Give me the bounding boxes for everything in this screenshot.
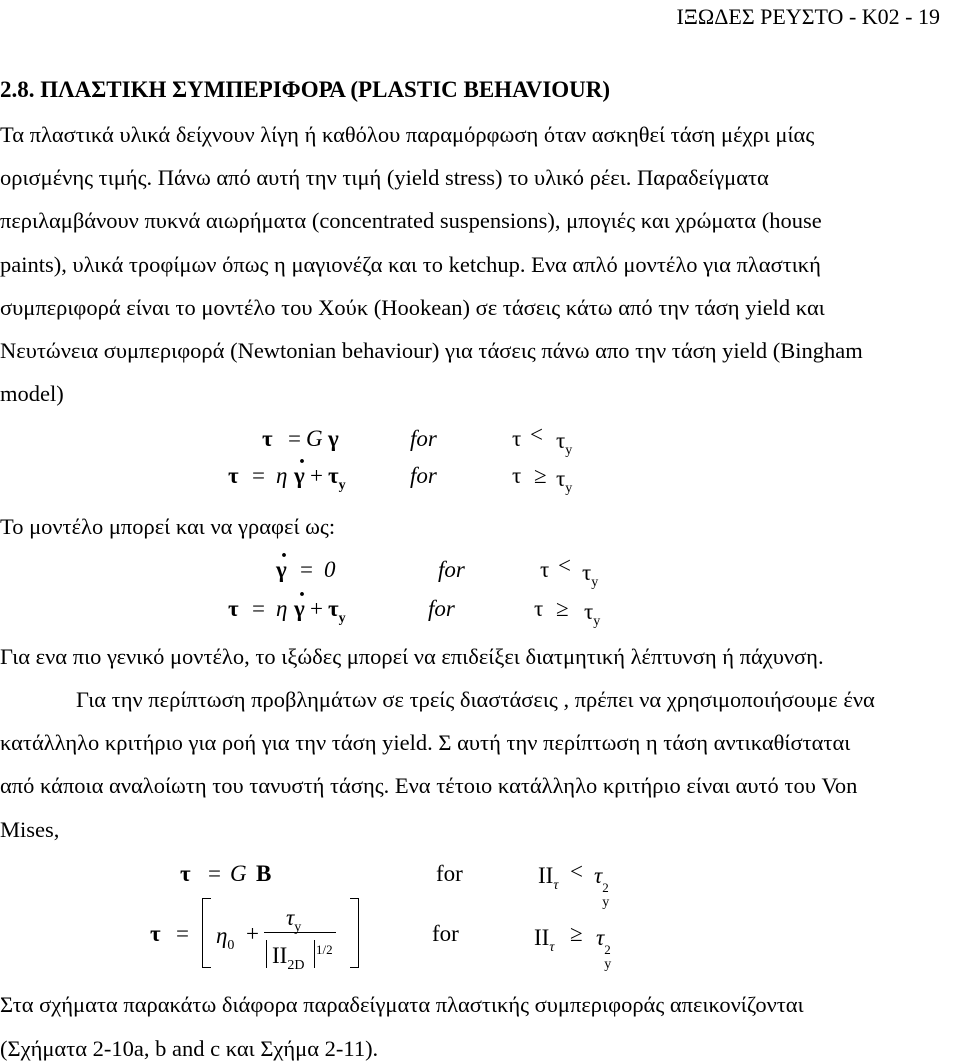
eq-gamma: γ	[328, 426, 339, 451]
eq-second-invariant: $II_\tau$	[534, 925, 555, 955]
paragraph-line: Νευτώνεια συμπεριφορά (Newtonian behaviour) για τάσεις πάνω απο την τάση yield (Bingham	[0, 338, 863, 363]
eq-plus: +	[310, 463, 323, 488]
eq-gamma-dot: · γ	[276, 556, 287, 584]
eq-equals: =	[176, 921, 189, 946]
page-header: ΙΞΩΔΕΣ ΡΕΥΣΤΟ - Κ02 - 19	[676, 4, 940, 29]
paragraph-line: Για ενα πιο γενικό μοντέλο, το ιξώδες μπορεί να επιδείξει διατμητική λέπτυνση ή πάχυνση.	[0, 644, 824, 669]
eq-for: for	[410, 426, 437, 451]
eq-g: G	[230, 861, 247, 886]
eq-plus: +	[246, 921, 259, 946]
eq-g: G	[306, 426, 323, 451]
eq-tau: τ	[180, 861, 191, 886]
fraction-exponent: 1/2	[316, 942, 333, 957]
paragraph-line: περιλαμβάνουν πυκνά αιωρήματα (concentrated suspensions), μπογιές και χρώματα (house	[0, 208, 822, 233]
eq-plus: +	[310, 596, 323, 621]
eq-equals: =	[252, 463, 265, 488]
eq-greater-equal: ≥	[556, 596, 569, 621]
paragraph-line: Το μοντέλο μπορεί και να γραφεί ως:	[0, 514, 336, 539]
eq-tau-y: $\tau_y$	[328, 463, 346, 493]
eq-less-than: <	[570, 859, 583, 884]
eq-for: for	[428, 596, 455, 621]
eq-cond-tau: τ	[512, 426, 522, 451]
paragraph-line: Για την περίπτωση προβλημάτων σε τρείς διαστάσεις , πρέπει να χρησιμοποιήσουμε ένα	[76, 687, 875, 712]
eq-cond-tau: τ	[540, 557, 550, 582]
eq-equals: =	[208, 861, 221, 886]
left-bracket	[202, 898, 211, 968]
eq-cond-tau-y: $\tau_y$	[556, 428, 573, 458]
eq-tau-y-squared: τ 2 y	[596, 925, 612, 972]
eq-gamma-dot: · γ	[294, 462, 305, 490]
eq-b: B	[256, 861, 272, 886]
eq-greater-equal: ≥	[534, 463, 547, 488]
eq-eta: η	[276, 463, 288, 488]
eq-tau-y: $\tau_y$	[328, 596, 346, 626]
abs-bar-right	[314, 940, 315, 968]
eq-eta: η	[276, 596, 288, 621]
eq-greater-equal: ≥	[570, 921, 583, 946]
paragraph-line: Mises,	[0, 817, 60, 842]
eq-equals: =	[288, 426, 301, 451]
paragraph-line: συμπεριφορά είναι το μοντέλο του Χούκ (Hookean) σε τάσεις κάτω από την τάση yield και	[0, 295, 825, 320]
fraction-denominator: $II_{2D}$	[272, 943, 305, 973]
paragraph-line: ορισμένης τιμής. Πάνω από αυτή την τιμή (yield stress) το υλικό ρέει. Παραδείγματα	[0, 165, 769, 190]
eq-tau-y-squared: τ 2 y	[594, 863, 610, 910]
abs-bar-left	[266, 940, 267, 968]
section-title: 2.8. ΠΛΑΣΤΙΚΗ ΣΥΜΠΕΡΙΦΟΡΑ (PLASTIC BEHAVIOUR)	[0, 77, 611, 102]
eq-gamma-dot: · γ	[294, 595, 305, 623]
eq-second-invariant: $II_\tau$	[538, 863, 559, 893]
paragraph-line: Τα πλαστικά υλικά δείχνουν λίγη ή καθόλου παραμόρφωση όταν ασκηθεί τάση μέχρι μίας	[0, 122, 815, 147]
eq-tau: τ	[262, 426, 273, 451]
eq-for: for	[436, 861, 463, 886]
eq-for: for	[432, 921, 459, 946]
eq-equals: =	[252, 596, 265, 621]
eq-eta-0: $\eta_0$	[216, 923, 235, 953]
eq-less-than: <	[530, 422, 543, 447]
right-bracket	[350, 898, 359, 968]
paragraph-line: (Σχήματα 2-10a, b and c και Σχήμα 2-11).	[0, 1036, 379, 1061]
eq-for: for	[438, 557, 465, 582]
eq-cond-tau: τ	[534, 596, 544, 621]
paragraph-line: κατάλληλο κριτήριο για ροή για την τάση yield. Σ αυτή την περίπτωση η τάση αντικαθίσταται	[0, 730, 851, 755]
eq-cond-tau-y: $\tau_y$	[582, 560, 599, 590]
eq-cond-tau-y: $\tau_y$	[556, 466, 573, 496]
eq-cond-tau: τ	[512, 463, 522, 488]
eq-tau: τ	[228, 463, 239, 488]
paragraph-line: paints), υλικά τροφίμων όπως η μαγιονέζα και το ketchup. Ενα απλό μοντέλο για πλαστική	[0, 252, 821, 277]
fraction-line	[264, 932, 336, 933]
fraction-numerator: $\tau_y$	[286, 905, 302, 935]
paragraph-line: model)	[0, 381, 64, 406]
paragraph-line: Στα σχήματα παρακάτω διάφορα παραδείγματα πλαστικής συμπεριφοράς απεικονίζονται	[0, 992, 804, 1017]
eq-for: for	[410, 463, 437, 488]
eq-equals: =	[300, 557, 313, 582]
eq-zero: 0	[324, 557, 336, 582]
paragraph-line: από κάποια αναλοίωτη του τανυστή τάσης. Ενα τέτοιο κατάλληλο κριτήριο είναι αυτό του Von	[0, 773, 858, 798]
eq-tau: τ	[228, 596, 239, 621]
eq-cond-tau-y: $\tau_y$	[584, 599, 601, 629]
eq-tau: τ	[150, 921, 161, 946]
eq-less-than: <	[558, 553, 571, 578]
